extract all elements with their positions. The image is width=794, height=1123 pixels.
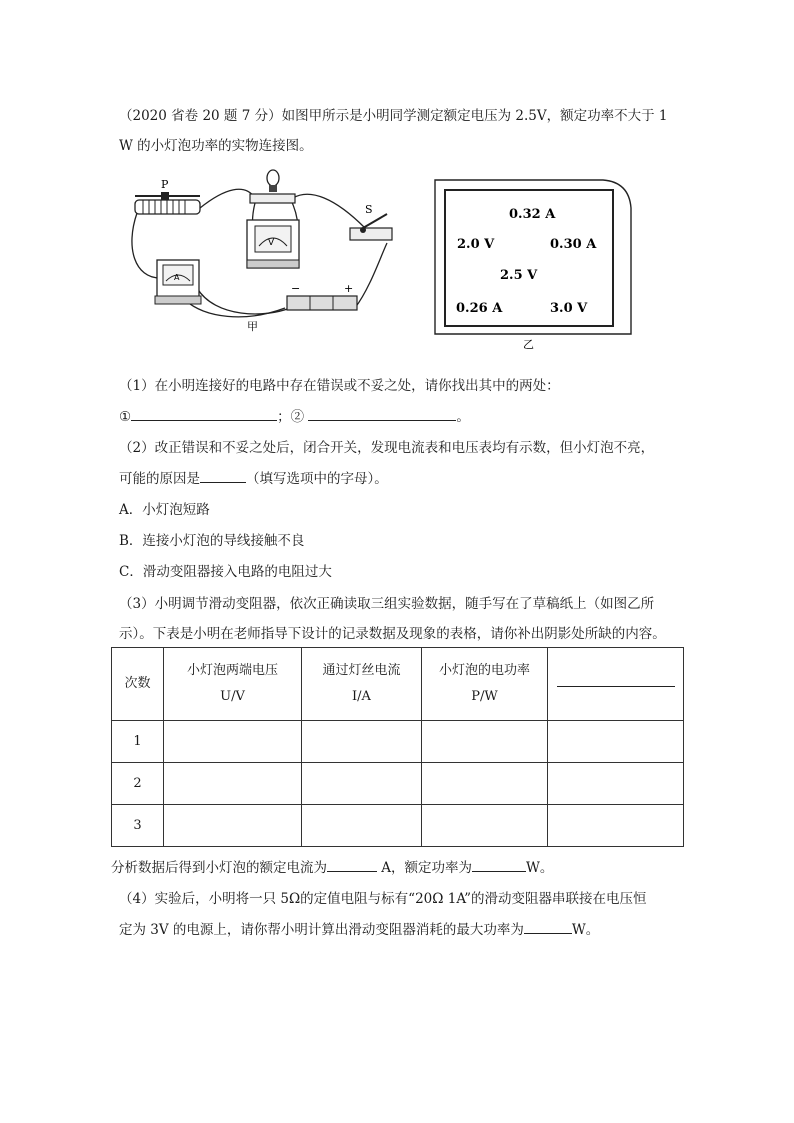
- paper-value-b: 2.0 V: [457, 237, 495, 252]
- q3-analysis-a: 分析数据后得到小灯泡的额定电流为: [111, 860, 327, 876]
- table-cell[interactable]: [302, 763, 422, 805]
- q2-option-c: C．滑动变阻器接入电路的电阻过大: [119, 564, 332, 580]
- q4-line-1: （4）实验后，小明将一只 5Ω的定值电阻与标有“20Ω 1A”的滑动变阻器串联接在电压恒: [119, 891, 647, 907]
- header-voltage: [164, 648, 302, 721]
- paper-value-c: 0.30 A: [550, 237, 597, 252]
- table-cell[interactable]: [302, 805, 422, 847]
- row-index: 2: [112, 763, 164, 805]
- paper-value-d: 2.5 V: [500, 268, 538, 283]
- q3-blank-power[interactable]: [472, 857, 526, 872]
- header-blank-line: [557, 686, 675, 687]
- q4-line-2: [119, 918, 599, 938]
- table-cell[interactable]: [164, 721, 302, 763]
- q2-hint: （填写选项中的字母）。: [246, 471, 388, 487]
- paper-value-e: 0.26 A: [456, 301, 503, 316]
- header-power: [422, 648, 548, 721]
- header-current: [302, 648, 422, 721]
- battery: [287, 282, 357, 310]
- row-index: 1: [112, 721, 164, 763]
- voltmeter-letter: V: [268, 238, 275, 248]
- label-minus: −: [291, 282, 301, 295]
- q2-option-a: A．小灯泡短路: [119, 502, 210, 518]
- header-current-name: 通过灯丝电流: [322, 663, 401, 678]
- q4-unit: W。: [571, 922, 600, 938]
- q1-text: （1）在小明连接好的电路中存在错误或不妥之处，请你找出其中的两处：: [119, 378, 560, 394]
- table-row: [112, 805, 684, 847]
- q3-line-1: （3）小明调节滑动变阻器，依次正确读取三组实验数据，随手写在了草稿纸上（如图乙所: [119, 596, 655, 612]
- q1-blank-1[interactable]: [131, 406, 277, 421]
- q1-blank-2[interactable]: [308, 406, 456, 421]
- rheostat: [135, 178, 200, 214]
- table-cell[interactable]: [548, 805, 684, 847]
- paper-value-f: 3.0 V: [550, 301, 588, 316]
- table-cell[interactable]: [302, 721, 422, 763]
- q2-prompt: 可能的原因是: [119, 471, 200, 487]
- q2-line-1: （2）改正错误和不妥之处后，闭合开关，发现电流表和电压表均有示数，但小灯泡不亮，: [119, 440, 655, 456]
- ammeter-letter: A: [174, 273, 180, 282]
- table-cell[interactable]: [548, 763, 684, 805]
- q3-analysis-c: W。: [526, 860, 554, 876]
- q1-end: 。: [456, 409, 470, 425]
- table-cell[interactable]: [422, 763, 548, 805]
- header-voltage-name: 小灯泡两端电压: [186, 663, 278, 678]
- q2-blank[interactable]: [200, 468, 246, 483]
- header-current-unit: I/A: [352, 689, 371, 704]
- q3-blank-current[interactable]: [327, 857, 377, 872]
- intro-line-2: W 的小灯泡功率的实物连接图。: [119, 138, 313, 154]
- q2-option-b: B．连接小灯泡的导线接触不良: [119, 533, 305, 549]
- q1-mark1: ①: [119, 409, 132, 425]
- table-cell[interactable]: [548, 721, 684, 763]
- intro-line-1: （2020 省卷 20 题 7 分）如图甲所示是小明同学测定额定电压为 2.5V，额定功率不大于 1: [119, 108, 668, 124]
- jia-caption: 甲: [247, 320, 258, 333]
- table-cell[interactable]: [164, 805, 302, 847]
- q1-answer-line: [119, 405, 470, 425]
- q4-prompt: 定为 3V 的电源上，请你帮小明计算出滑动变阻器消耗的最大功率为: [119, 922, 524, 938]
- table-row: [112, 721, 684, 763]
- ammeter: [155, 260, 201, 304]
- table-header-row: [112, 648, 684, 721]
- q3-line-2: 示）。下表是小明在老师指导下设计的记录数据及现象的表格，请你补出阴影处所缺的内容。: [119, 626, 666, 642]
- q3-analysis: [111, 856, 553, 876]
- voltmeter: [247, 220, 299, 268]
- table-cell[interactable]: [422, 721, 548, 763]
- yi-caption: 乙: [523, 338, 534, 351]
- label-P: P: [161, 178, 169, 191]
- q4-blank[interactable]: [524, 919, 572, 934]
- table-row: [112, 763, 684, 805]
- label-S: S: [365, 203, 373, 216]
- q1-sep: ；②: [277, 409, 305, 425]
- header-count: 次数: [112, 648, 164, 721]
- row-index: 3: [112, 805, 164, 847]
- header-blank-cell[interactable]: [548, 648, 684, 721]
- bulb: [250, 170, 295, 203]
- table-cell[interactable]: [164, 763, 302, 805]
- header-voltage-unit: U/V: [220, 689, 245, 704]
- table-cell[interactable]: [422, 805, 548, 847]
- q2-line-2: [119, 467, 388, 487]
- switch: [350, 203, 392, 240]
- q3-analysis-b: A，额定功率为: [381, 860, 473, 876]
- label-plus: +: [344, 282, 354, 295]
- draft-paper: [435, 180, 631, 334]
- header-power-unit: P/W: [471, 689, 498, 704]
- header-power-name: 小灯泡的电功率: [438, 663, 530, 678]
- record-table: [111, 647, 684, 847]
- circuit-figure: [125, 168, 645, 353]
- paper-value-a: 0.32 A: [509, 207, 556, 222]
